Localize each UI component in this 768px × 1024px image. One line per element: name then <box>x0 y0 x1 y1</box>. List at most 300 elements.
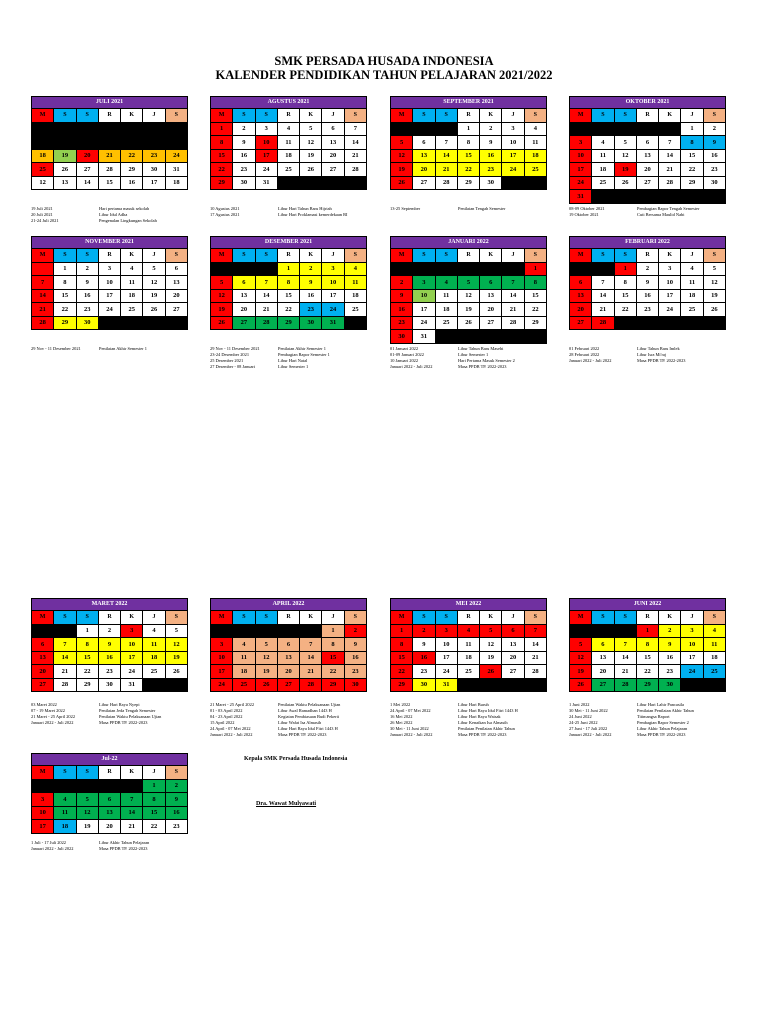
day-cell: 28 <box>614 678 636 692</box>
day-cell: 24 <box>570 176 592 190</box>
day-cell: 6 <box>502 624 524 638</box>
day-cell: 1 <box>524 262 546 276</box>
weekday-header: J <box>322 249 344 263</box>
day-cell: 4 <box>54 793 76 807</box>
month-calendar <box>31 598 188 692</box>
day-cell: 8 <box>681 136 703 150</box>
day-cell <box>143 122 165 136</box>
day-cell <box>98 136 120 150</box>
day-cell <box>681 678 703 692</box>
event-description: Penilaian Akhir Semester 1 <box>278 346 326 351</box>
day-cell <box>344 316 366 330</box>
day-cell <box>636 316 658 330</box>
weekday-header: K <box>300 249 322 263</box>
day-cell: 20 <box>570 303 592 317</box>
day-cell: 9 <box>76 276 98 290</box>
month-calendar <box>569 598 726 692</box>
day-cell: 3 <box>322 262 344 276</box>
day-cell: 12 <box>614 149 636 163</box>
day-cell: 29 <box>457 176 479 190</box>
event-description: Libur Tahun Baru Imlek <box>637 346 680 351</box>
day-cell: 29 <box>211 176 233 190</box>
day-cell: 20 <box>165 289 187 303</box>
day-cell: 12 <box>391 149 413 163</box>
event-date: 16 Mei 2022 <box>390 714 413 719</box>
day-cell <box>32 262 54 276</box>
day-cell <box>76 122 98 136</box>
day-cell: 14 <box>435 149 457 163</box>
day-cell: 30 <box>391 330 413 344</box>
day-cell: 15 <box>143 806 165 820</box>
event-description: Libur Hari Raya Waisak <box>458 714 501 719</box>
day-cell <box>659 316 681 330</box>
event-date: Januari 2022 - Juli 2022 <box>210 732 253 737</box>
day-cell: 28 <box>502 316 524 330</box>
event-description: Libur Tahun Baru Masehi <box>458 346 504 351</box>
day-cell: 27 <box>570 316 592 330</box>
day-cell: 5 <box>143 262 165 276</box>
day-cell: 22 <box>143 820 165 834</box>
day-cell: 9 <box>165 793 187 807</box>
month-calendar <box>31 96 188 190</box>
day-cell: 19 <box>614 163 636 177</box>
weekday-header: J <box>143 109 165 123</box>
day-cell: 12 <box>32 176 54 190</box>
day-cell: 16 <box>480 149 502 163</box>
day-cell: 13 <box>322 136 344 150</box>
day-cell: 19 <box>300 149 322 163</box>
month-calendar <box>569 96 726 204</box>
day-cell: 2 <box>636 262 658 276</box>
day-cell: 29 <box>681 176 703 190</box>
weekday-header: K <box>480 109 502 123</box>
day-cell: 12 <box>457 289 479 303</box>
day-cell: 1 <box>457 122 479 136</box>
day-cell: 26 <box>255 678 277 692</box>
day-cell: 8 <box>277 276 299 290</box>
event-date: 10 Januari 2022 <box>390 358 419 363</box>
day-cell: 23 <box>300 303 322 317</box>
day-cell: 17 <box>435 651 457 665</box>
day-cell: 10 <box>98 276 120 290</box>
day-cell: 12 <box>211 289 233 303</box>
day-cell <box>76 136 98 150</box>
day-cell: 27 <box>480 316 502 330</box>
day-cell: 4 <box>277 122 299 136</box>
day-cell: 24 <box>435 665 457 679</box>
day-cell: 2 <box>165 779 187 793</box>
weekday-header: S <box>233 109 255 123</box>
weekday-header: R <box>277 611 299 625</box>
day-cell: 25 <box>524 163 546 177</box>
weekday-header: S <box>524 109 546 123</box>
month-title: MEI 2022 <box>391 599 547 611</box>
day-cell <box>300 624 322 638</box>
day-cell: 4 <box>435 276 457 290</box>
weekday-header: K <box>659 109 681 123</box>
event-date: 1 Juni 2022 <box>569 702 590 707</box>
day-cell: 16 <box>300 289 322 303</box>
day-cell: 23 <box>659 665 681 679</box>
weekday-header: R <box>98 766 120 780</box>
event-line <box>31 846 206 852</box>
day-cell: 16 <box>391 303 413 317</box>
day-cell <box>54 779 76 793</box>
weekday-header: S <box>614 109 636 123</box>
day-cell: 26 <box>457 316 479 330</box>
day-cell: 19 <box>76 820 98 834</box>
day-cell: 15 <box>636 651 658 665</box>
day-cell: 4 <box>592 136 614 150</box>
day-cell: 16 <box>76 289 98 303</box>
day-cell: 21 <box>592 303 614 317</box>
event-date: 19 Juli 2021 <box>31 206 53 211</box>
day-cell: 22 <box>457 163 479 177</box>
event-description: Libur Hari Lahir Pancasila <box>637 702 684 707</box>
event-description: Libur Hari Natal <box>278 358 308 363</box>
event-line <box>390 206 565 212</box>
day-cell: 19 <box>457 303 479 317</box>
day-cell: 5 <box>76 793 98 807</box>
day-cell: 7 <box>435 136 457 150</box>
day-cell: 18 <box>344 289 366 303</box>
day-cell <box>32 624 54 638</box>
month-events <box>569 346 744 364</box>
day-cell: 10 <box>681 638 703 652</box>
day-cell: 14 <box>502 289 524 303</box>
day-cell: 21 <box>344 149 366 163</box>
day-cell <box>54 136 76 150</box>
weekday-header: S <box>413 109 435 123</box>
day-cell: 8 <box>211 136 233 150</box>
event-description: Masa PPDB TP. 2022-2023 <box>637 358 686 363</box>
weekday-header: S <box>255 109 277 123</box>
day-cell: 28 <box>659 176 681 190</box>
day-cell: 4 <box>344 262 366 276</box>
event-line <box>31 218 206 224</box>
day-cell: 13 <box>54 176 76 190</box>
month-calendar <box>390 598 547 692</box>
day-cell: 16 <box>636 289 658 303</box>
day-cell: 1 <box>636 624 658 638</box>
event-line <box>569 732 744 738</box>
day-cell: 29 <box>524 316 546 330</box>
weekday-header: R <box>98 611 120 625</box>
day-cell: 24 <box>413 316 435 330</box>
day-cell: 12 <box>570 651 592 665</box>
event-date: 29 Nov - 11 Desember 2021 <box>210 346 260 351</box>
day-cell <box>413 262 435 276</box>
day-cell: 17 <box>502 149 524 163</box>
event-line <box>31 346 206 352</box>
month-events <box>390 206 565 212</box>
day-cell <box>570 624 592 638</box>
event-date: 30 Mei - 11 Juni 2022 <box>569 708 608 713</box>
day-cell: 13 <box>277 651 299 665</box>
day-cell: 1 <box>614 262 636 276</box>
day-cell: 2 <box>413 624 435 638</box>
weekday-header: R <box>98 109 120 123</box>
day-cell <box>480 678 502 692</box>
day-cell: 24 <box>98 303 120 317</box>
event-date: 07 - 19 Maret 2022 <box>31 708 65 713</box>
weekday-header: S <box>435 249 457 263</box>
day-cell: 5 <box>703 262 725 276</box>
day-cell: 14 <box>614 651 636 665</box>
day-cell: 21 <box>121 820 143 834</box>
day-cell: 10 <box>659 276 681 290</box>
event-description: Hari pertama masuk sekolah <box>99 206 150 211</box>
day-cell: 12 <box>300 136 322 150</box>
weekday-header: J <box>502 611 524 625</box>
day-cell: 25 <box>277 163 299 177</box>
event-description: Libur Idul Adha <box>99 212 128 217</box>
day-cell: 6 <box>165 262 187 276</box>
day-cell: 25 <box>457 665 479 679</box>
weekday-header: K <box>300 611 322 625</box>
event-line <box>569 358 744 364</box>
day-cell: 17 <box>322 289 344 303</box>
day-cell: 15 <box>211 149 233 163</box>
day-cell: 16 <box>344 651 366 665</box>
day-cell: 18 <box>233 665 255 679</box>
day-cell: 28 <box>592 316 614 330</box>
day-cell: 29 <box>322 678 344 692</box>
day-cell: 17 <box>32 820 54 834</box>
day-cell: 1 <box>322 624 344 638</box>
weekday-header: S <box>344 249 366 263</box>
day-cell: 23 <box>233 163 255 177</box>
day-cell: 17 <box>143 176 165 190</box>
day-cell: 26 <box>165 665 187 679</box>
day-cell <box>703 190 725 204</box>
day-cell: 13 <box>165 276 187 290</box>
day-cell: 4 <box>681 262 703 276</box>
day-cell: 20 <box>98 820 120 834</box>
day-cell <box>681 316 703 330</box>
day-cell: 26 <box>391 176 413 190</box>
day-cell: 7 <box>54 638 76 652</box>
day-cell: 3 <box>502 122 524 136</box>
day-cell: 31 <box>255 176 277 190</box>
day-cell: 30 <box>76 316 98 330</box>
day-cell: 26 <box>703 303 725 317</box>
weekday-header: S <box>413 249 435 263</box>
month-events <box>31 346 206 352</box>
day-cell <box>54 122 76 136</box>
event-date: 23-24 Desember 2021 <box>210 352 250 357</box>
day-cell: 11 <box>592 149 614 163</box>
month-calendar <box>569 236 726 330</box>
day-cell: 7 <box>502 276 524 290</box>
weekday-header: S <box>54 249 76 263</box>
day-cell <box>121 122 143 136</box>
event-description: Masa PPDB TP. 2022-2023 <box>99 720 148 725</box>
day-cell: 20 <box>32 665 54 679</box>
day-cell: 20 <box>413 163 435 177</box>
weekday-header: M <box>32 611 54 625</box>
day-cell: 22 <box>636 665 658 679</box>
event-date: 01-09 Januari 2022 <box>390 352 424 357</box>
day-cell: 27 <box>502 665 524 679</box>
weekday-header: J <box>322 109 344 123</box>
day-cell: 11 <box>435 289 457 303</box>
day-cell: 6 <box>480 276 502 290</box>
event-line <box>210 212 385 218</box>
day-cell: 13 <box>233 289 255 303</box>
day-cell: 28 <box>435 176 457 190</box>
day-cell <box>703 316 725 330</box>
day-cell: 24 <box>255 163 277 177</box>
event-description: Masa PPDB TP. 2022-2023 <box>637 732 686 737</box>
day-cell <box>659 190 681 204</box>
day-cell: 15 <box>277 289 299 303</box>
day-cell: 7 <box>659 136 681 150</box>
day-cell: 6 <box>570 276 592 290</box>
day-cell: 2 <box>300 262 322 276</box>
day-cell: 22 <box>76 665 98 679</box>
day-cell: 20 <box>322 149 344 163</box>
day-cell: 12 <box>143 276 165 290</box>
event-date: Januari 2022 - Juli 2022 <box>390 364 433 369</box>
day-cell: 2 <box>391 276 413 290</box>
day-cell: 22 <box>681 163 703 177</box>
event-description: Libur Hari Raya Idul Fitri 1443 H <box>458 708 518 713</box>
day-cell: 10 <box>413 289 435 303</box>
day-cell <box>435 262 457 276</box>
event-date: Januari 2022 - Juli 2022 <box>31 720 74 725</box>
weekday-header: J <box>502 109 524 123</box>
day-cell: 6 <box>636 136 658 150</box>
day-cell: 8 <box>391 638 413 652</box>
weekday-header: S <box>54 766 76 780</box>
weekday-header: S <box>435 109 457 123</box>
day-cell: 30 <box>480 176 502 190</box>
day-cell: 24 <box>502 163 524 177</box>
weekday-header: S <box>435 611 457 625</box>
day-cell: 25 <box>32 163 54 177</box>
day-cell: 7 <box>614 638 636 652</box>
day-cell: 28 <box>300 678 322 692</box>
day-cell <box>233 624 255 638</box>
day-cell: 9 <box>300 276 322 290</box>
day-cell <box>165 136 187 150</box>
day-cell: 15 <box>54 289 76 303</box>
day-cell: 3 <box>98 262 120 276</box>
day-cell: 4 <box>457 624 479 638</box>
day-cell: 17 <box>255 149 277 163</box>
day-cell: 29 <box>391 678 413 692</box>
day-cell <box>480 262 502 276</box>
weekday-header: M <box>391 109 413 123</box>
day-cell: 19 <box>255 665 277 679</box>
day-cell: 31 <box>570 190 592 204</box>
day-cell: 27 <box>592 678 614 692</box>
event-date: 21 Maret - 25 April 2022 <box>31 714 76 719</box>
day-cell: 15 <box>322 651 344 665</box>
day-cell: 6 <box>98 793 120 807</box>
weekday-header: K <box>480 249 502 263</box>
day-cell <box>143 136 165 150</box>
day-cell: 2 <box>344 624 366 638</box>
event-date: Januari 2022 - Juli 2022 <box>390 732 433 737</box>
day-cell: 18 <box>32 149 54 163</box>
day-cell: 1 <box>277 262 299 276</box>
day-cell <box>502 262 524 276</box>
weekday-header: R <box>277 249 299 263</box>
day-cell: 10 <box>255 136 277 150</box>
day-cell: 16 <box>233 149 255 163</box>
day-cell: 27 <box>277 678 299 692</box>
event-line <box>390 732 565 738</box>
day-cell: 22 <box>391 665 413 679</box>
event-line <box>390 364 565 370</box>
event-description: Masa PPDB TP. 2022-2023 <box>278 732 327 737</box>
event-date: 1 Juli - 17 Juli 2022 <box>31 840 67 845</box>
day-cell: 3 <box>255 122 277 136</box>
day-cell <box>255 624 277 638</box>
day-cell: 15 <box>614 289 636 303</box>
day-cell: 3 <box>659 262 681 276</box>
day-cell: 9 <box>413 638 435 652</box>
event-line <box>569 212 744 218</box>
day-cell <box>703 678 725 692</box>
day-cell: 7 <box>121 793 143 807</box>
event-date: 29 Nov - 11 Desember 2021 <box>31 346 81 351</box>
event-description: Libur Wafat Isa Almasih <box>278 720 322 725</box>
weekday-header: M <box>570 249 592 263</box>
weekday-header: M <box>32 249 54 263</box>
day-cell <box>32 779 54 793</box>
event-date: 27 Desember - 08 Januari <box>210 364 256 369</box>
month-events <box>31 702 206 726</box>
day-cell: 26 <box>480 665 502 679</box>
day-cell <box>614 316 636 330</box>
month-events <box>31 206 206 224</box>
event-date: 15 April 2022 <box>210 720 235 725</box>
day-cell: 16 <box>98 651 120 665</box>
day-cell: 14 <box>659 149 681 163</box>
day-cell: 17 <box>211 665 233 679</box>
event-date: 21-24 Juli 2021 <box>31 218 59 223</box>
day-cell: 11 <box>143 638 165 652</box>
day-cell <box>391 122 413 136</box>
event-description: Cuti Bersama Maulid Nabi <box>637 212 685 217</box>
day-cell <box>614 624 636 638</box>
day-cell: 19 <box>391 163 413 177</box>
day-cell: 3 <box>211 638 233 652</box>
day-cell <box>457 678 479 692</box>
weekday-header: S <box>76 249 98 263</box>
day-cell: 26 <box>570 678 592 692</box>
day-cell: 30 <box>233 176 255 190</box>
day-cell: 30 <box>300 316 322 330</box>
day-cell: 24 <box>211 678 233 692</box>
school-name: SMK PERSADA HUSADA INDONESIA <box>274 54 494 68</box>
event-date: 1 Mei 2022 <box>390 702 411 707</box>
event-description: Penilaian Penilaian Akhir Tahun <box>637 708 694 713</box>
month-title: Jul-22 <box>32 754 188 766</box>
day-cell: 10 <box>211 651 233 665</box>
day-cell: 22 <box>277 303 299 317</box>
day-cell: 25 <box>703 665 725 679</box>
event-description: Libur Hari Raya Idul Fitri 1443 H <box>278 726 338 731</box>
signature-title: Kepala SMK Persada Husada Indonesia <box>244 756 348 762</box>
weekday-header: J <box>681 249 703 263</box>
event-date: 20 Juli 2021 <box>31 212 53 217</box>
month-events <box>210 346 385 370</box>
weekday-header: S <box>344 611 366 625</box>
